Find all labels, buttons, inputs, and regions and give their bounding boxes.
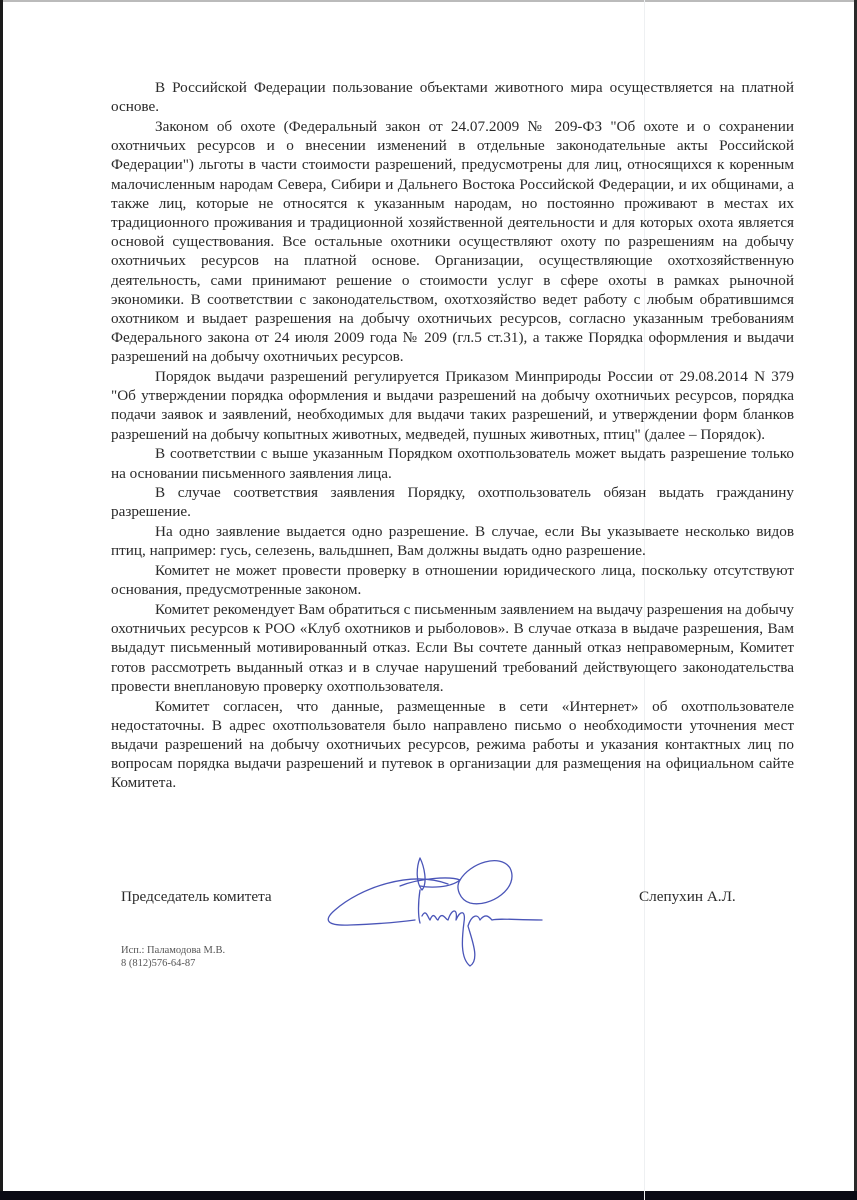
executor-phone: 8 (812)576-64-87 (121, 958, 196, 969)
paragraph-payment-basis: В Российской Федерации пользование объектами животного мира осуществляется на платной основе. (111, 79, 794, 116)
scan-edge-bottom (0, 1191, 857, 1200)
paragraph-internet-data: Комитет согласен, что данные, размещенные в сети «Интернет» об охотпользователе недостаточны. В адрес охотпользователя было направлено письмо о необходимости уточнения мест выдачи разрешений на добычу охотничьих ресурсов, режима работы и указания контактных лиц по вопросам порядка выдачи разрешений и путевок в организации для размещения на официальном сайте Комитета. (111, 697, 794, 792)
signatory-name: Слепухин А.Л. (639, 888, 736, 905)
paragraph-permit-order: Порядок выдачи разрешений регулируется Приказом Минприроды России от 29.08.2014 N 379 "Об утверждении порядка оформления и выдачи разрешений на добычу охотничьих ресурсов, порядка подачи заявок и заявлений, необходимых для выдачи таких разрешений, и утверждении форм бланков разрешений на добычу копытных животных, медведей, пушных животных, птиц" (далее – Порядок). (111, 368, 794, 443)
letter-body (111, 78, 794, 793)
executor-name: Исп.: Паламодова М.В. (121, 945, 226, 956)
handwritten-signature (320, 848, 560, 973)
scan-edge-left (0, 0, 3, 1200)
paragraph-written-application: В соответствии с выше указанным Порядком охотпользователь может выдать разрешение только на основании письменного заявления лица. (111, 445, 794, 482)
signature-stroke-letters (422, 911, 542, 966)
executor-info (121, 944, 225, 970)
paragraph-one-permit: На одно заявление выдается одно разрешение. В случае, если Вы указываете несколько видов птиц, например: гусь, селезень, вальдшнеп, Вам должны выдать одно разрешение. (111, 523, 794, 560)
paragraph-recommendation: Комитет рекомендует Вам обратиться с письменным заявлением на выдачу разрешения на добычу охотничьих ресурсов к РОО «Клуб охотников и рыболовов». В случае отказа в выдаче разрешения, Вам выдадут письменный мотивированный отказ. Если Вы сочтете данный отказ неправомерным, Комитет готов рассмотреть выданный отказ и в случае нарушений требований действующего законодательства провести внеплановую проверку охотпользователя. (111, 600, 794, 695)
signature-stroke-loop (328, 879, 448, 925)
paragraph-obligation: В случае соответствия заявления Порядку, охотпользователь обязан выдать гражданину разрешение. (111, 484, 794, 521)
scan-edge-top (0, 0, 857, 2)
paragraph-no-inspection: Комитет не может провести проверку в отношении юридического лица, поскольку отсутствуют основания, предусмотренные законом. (111, 562, 794, 599)
signatory-title: Председатель комитета (121, 888, 272, 905)
signature-stroke-big-loop (458, 861, 512, 904)
paragraph-hunting-law: Законом об охоте (Федеральный закон от 24.07.2009 № 209-ФЗ "Об охоте и о сохранении охотничьих ресурсов и о внесении изменений в отдельные законодательные акты Российской Федерации") льготы в части стоимости разрешений, предусмотрены для лиц, относящихся к коренным малочисленным народам Севера, Сибири и Дальнего Востока Российской Федерации, и их общинами, а также лиц, которые не относятся к указанным народам, но постоянно проживают в местах их традиционного проживания и традиционной хозяйственной деятельности и для которых охота является основой существования. Все остальные охотники осуществляют охоту по разрешениям на добычу охотничьих ресурсов на платной основе. Организации, осуществляющие охотхозяйственную деятельность, сами принимают решение о стоимости услуг в сфере охоты в рамках рыночной экономики. В соответствии с законодательством, охотхозяйство ведет работу с любым обратившимся охотником и выдает разрешения на добычу охотничьих ресурсов, согласно указанным требованиям Федерального закона от 24 июля 2009 года № 209 (гл.5 ст.31), а также Порядка оформления и выдачи разрешений на добычу охотничьих ресурсов. (111, 117, 794, 366)
